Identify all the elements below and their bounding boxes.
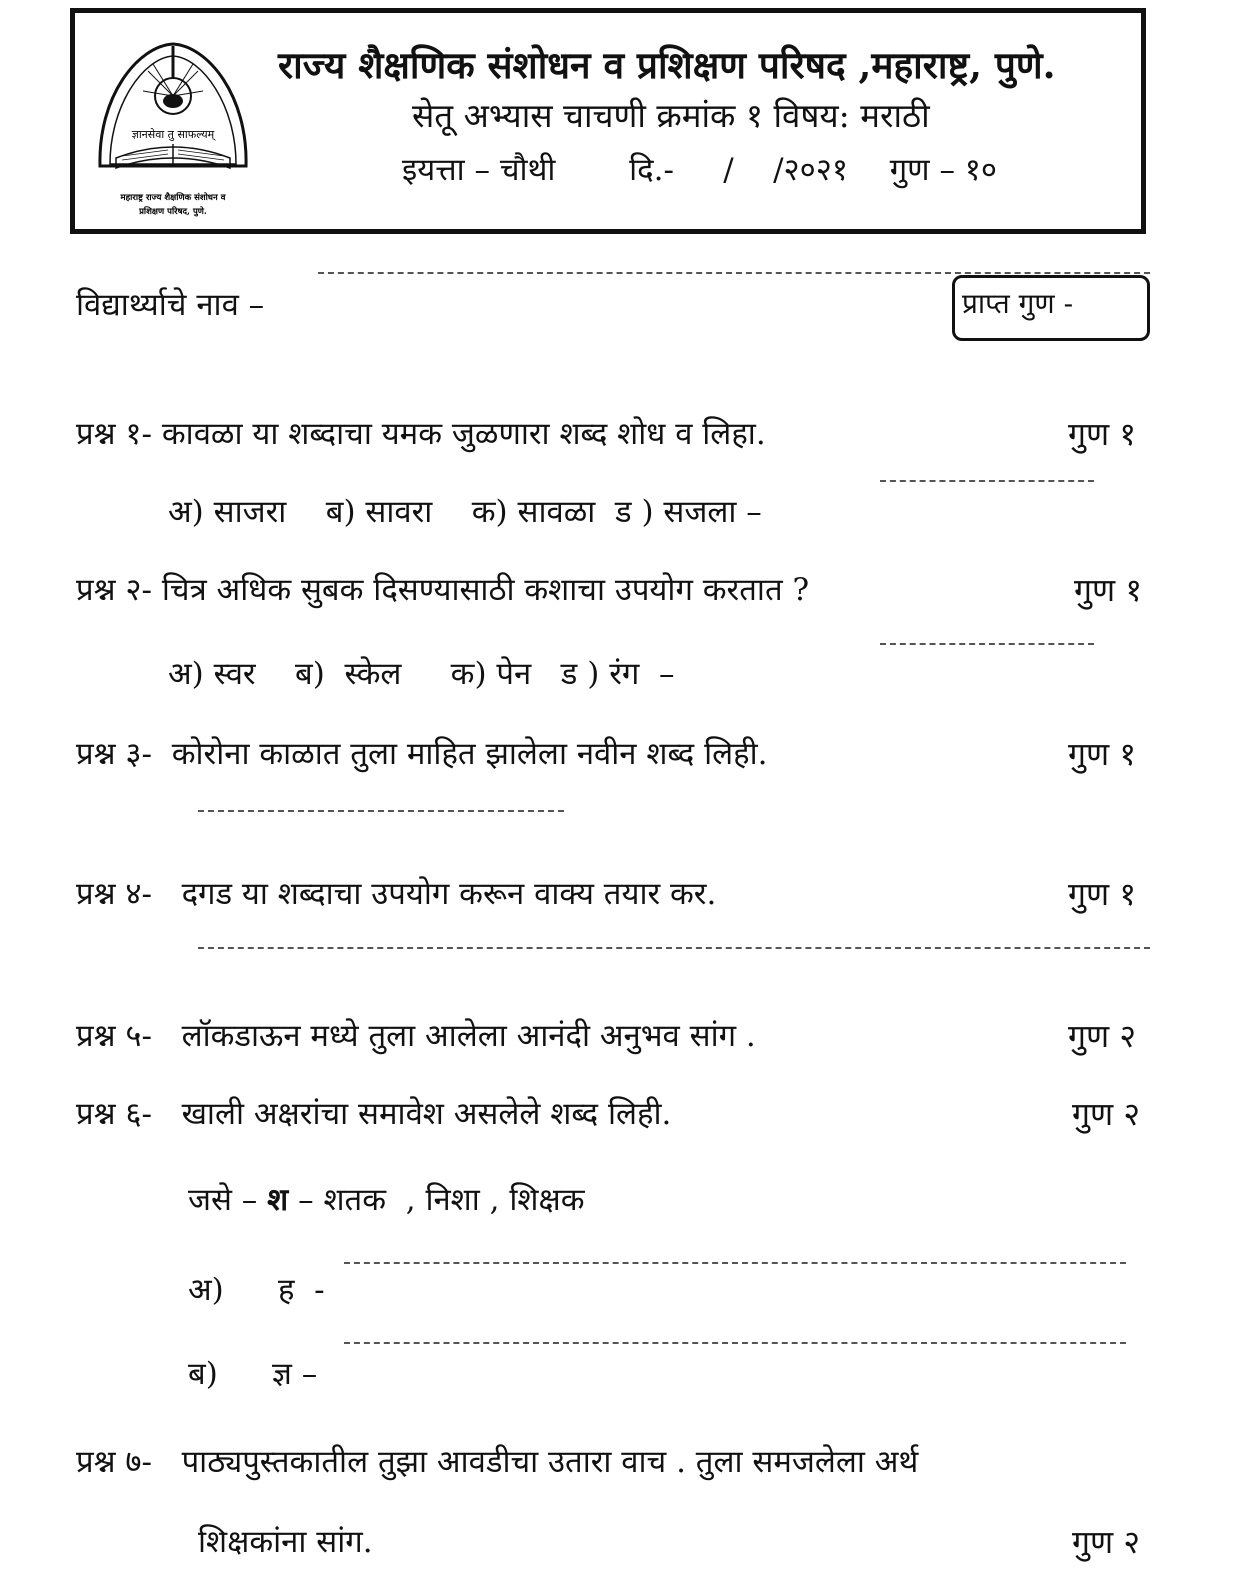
question-4-marks: गुण १: [1068, 875, 1136, 913]
q6-part-a-letter: ह -: [278, 1272, 325, 1308]
question-6: प्रश्न ६- खाली अक्षरांचा समावेश असलेले शब्द लिही.: [76, 1096, 672, 1132]
example-prefix: जसे –: [188, 1182, 268, 1218]
q6-part-b-letter: ज्ञ –: [272, 1356, 318, 1392]
svg-text:महाराष्ट्र राज्य शैक्षणिक संशो: महाराष्ट्र राज्य शैक्षणिक संशोधन व: [120, 193, 226, 203]
q2-answer-line[interactable]: [880, 643, 1094, 645]
class-label: इयत्ता – चौथी: [402, 152, 556, 188]
question-7: प्रश्न ७- पाठ्यपुस्तकातील तुझा आवडीचा उतारा वाच . तुला समजलेला अर्थ: [76, 1444, 919, 1480]
header-meta: [402, 148, 997, 190]
score-label: प्राप्त गुण -: [962, 287, 1074, 320]
question-3-marks: गुण १: [1068, 735, 1136, 773]
question-2-options: अ) स्वर ब) स्केल क) पेन ड ) रंग –: [168, 656, 675, 692]
student-name-label: विद्यार्थ्याचे नाव –: [76, 287, 265, 323]
svg-text:ज्ञानसेवा तु साफल्यम्: ज्ञानसेवा तु साफल्यम्: [131, 128, 215, 141]
question-3: प्रश्न ३- कोरोना काळात तुला माहित झालेला नवीन शब्द लिही.: [76, 736, 768, 772]
total-marks-label: गुण – १०: [889, 152, 998, 188]
example-letter: श: [267, 1182, 289, 1218]
q6-part-a-label: अ): [188, 1272, 224, 1308]
question-7-line2: शिक्षकांना सांग.: [198, 1524, 373, 1560]
question-1: प्रश्न १- कावळा या शब्दाचा यमक जुळणारा शब्द शोध व लिहा.: [76, 416, 766, 452]
header-subtitle: सेतू अभ्यास चाचणी क्रमांक १ विषय: मराठी: [412, 96, 930, 135]
example-words: – शतक , निशा , शिक्षक: [288, 1182, 585, 1218]
date-label: दि.- / /२०२१: [629, 152, 849, 188]
question-2: प्रश्न २- चित्र अधिक सुबक दिसण्यासाठी कशाचा उपयोग करतात ?: [76, 572, 810, 608]
header-title: राज्य शैक्षणिक संशोधन व प्रशिक्षण परिषद ,महाराष्ट्र, पुणे.: [278, 43, 1056, 87]
q6a-answer-line[interactable]: [344, 1262, 1126, 1264]
question-6-marks: गुण २: [1072, 1095, 1140, 1133]
scert-logo: [88, 36, 258, 226]
question-2-marks: गुण १: [1074, 571, 1142, 609]
q3-answer-line[interactable]: [198, 810, 564, 812]
q1-answer-line[interactable]: [880, 480, 1094, 482]
question-5: प्रश्न ५- लॉकडाऊन मध्ये तुला आलेला आनंदी अनुभव सांग .: [76, 1018, 756, 1054]
question-7-marks: गुण २: [1072, 1523, 1140, 1561]
svg-text:प्रशिक्षण परिषद, पुणे.: प्रशिक्षण परिषद, पुणे.: [139, 207, 207, 217]
question-6-example: [188, 1178, 585, 1220]
name-answer-line[interactable]: [318, 272, 1150, 274]
question-1-marks: गुण १: [1068, 415, 1136, 453]
question-5-marks: गुण २: [1068, 1017, 1136, 1055]
question-4: प्रश्न ४- दगड या शब्दाचा उपयोग करून वाक्य तयार कर.: [76, 876, 717, 912]
q6-part-b-label: ब): [188, 1356, 218, 1392]
q4-answer-line[interactable]: [198, 947, 1150, 949]
question-1-options: अ) साजरा ब) सावरा क) सावळा ड ) सजला –: [168, 494, 762, 530]
q6b-answer-line[interactable]: [344, 1342, 1126, 1344]
